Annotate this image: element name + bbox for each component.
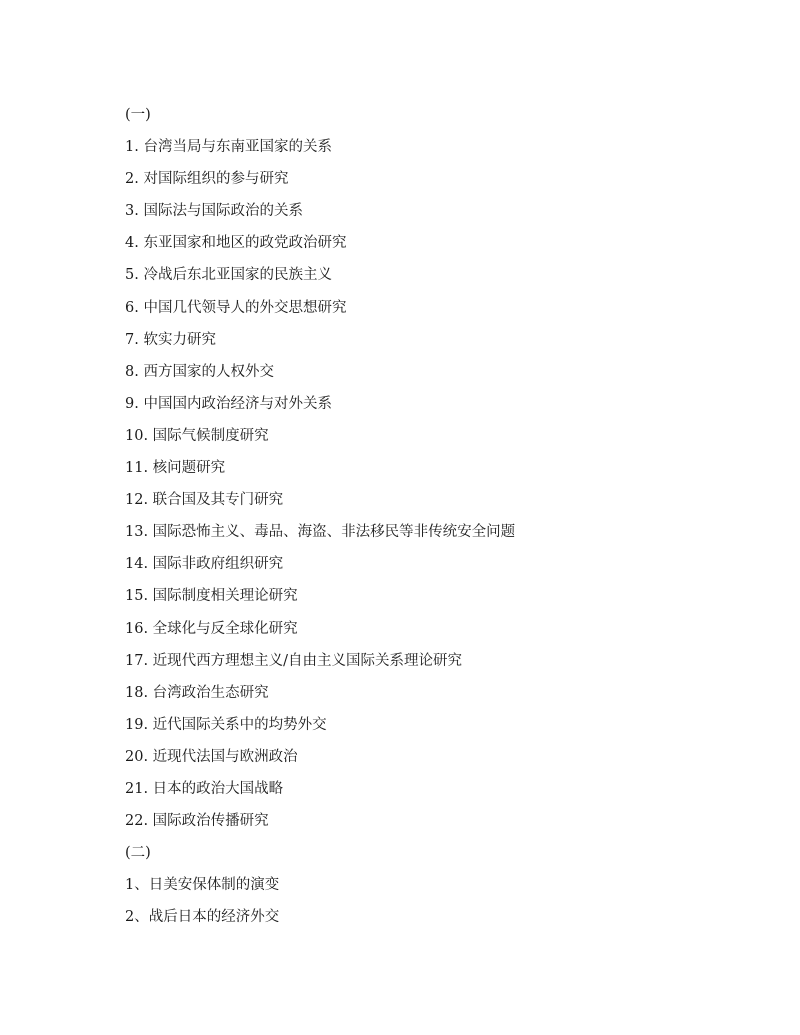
list-item: 13. 国际恐怖主义、毒品、海盗、非法移民等非传统安全问题 [125, 524, 516, 541]
list-item: 1. 台湾当局与东南亚国家的关系 [125, 139, 332, 156]
section-heading: (一) [125, 107, 151, 123]
list-item: 2. 对国际组织的参与研究 [125, 171, 289, 188]
list-item: 4. 东亚国家和地区的政党政治研究 [125, 235, 347, 252]
list-item: 20. 近现代法国与欧洲政治 [125, 748, 298, 765]
list-item: 19. 近代国际关系中的均势外交 [125, 716, 327, 733]
list-item: 6. 中国几代领导人的外交思想研究 [125, 299, 347, 316]
list-item: 12. 联合国及其专门研究 [125, 492, 284, 509]
list-item: 11. 核问题研究 [125, 460, 226, 477]
list-item: 7. 软实力研究 [125, 331, 216, 348]
list-item: 2、战后日本的经济外交 [125, 909, 280, 926]
list-item: 15. 国际制度相关理论研究 [125, 588, 298, 605]
list-item: 8. 西方国家的人权外交 [125, 363, 274, 380]
list-item: 18. 台湾政治生态研究 [125, 684, 269, 701]
list-item: 17. 近现代西方理想主义/自由主义国际关系理论研究 [125, 652, 463, 669]
list-item: 1、日美安保体制的演变 [125, 877, 280, 894]
list-item: 10. 国际气候制度研究 [125, 427, 269, 444]
document-body [125, 102, 765, 936]
list-item: 3. 国际法与国际政治的关系 [125, 203, 303, 220]
list-item: 9. 中国国内政治经济与对外关系 [125, 395, 332, 412]
list-item: 22. 国际政治传播研究 [125, 813, 269, 830]
section-heading: (二) [125, 845, 151, 862]
list-item: 16. 全球化与反全球化研究 [125, 620, 298, 637]
list-item: 5. 冷战后东北亚国家的民族主义 [125, 267, 332, 284]
list-item: 21. 日本的政治大国战略 [125, 780, 284, 797]
list-item: 14. 国际非政府组织研究 [125, 556, 284, 573]
